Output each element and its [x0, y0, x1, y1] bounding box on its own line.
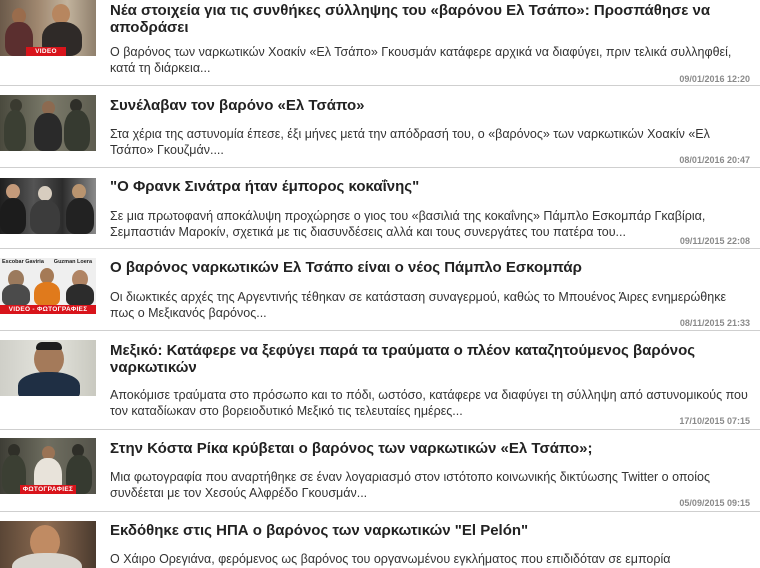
article-date: 08/01/2016 20:47: [679, 155, 750, 165]
list-item: [0, 168, 760, 249]
list-item: [0, 331, 760, 430]
article-date: 09/11/2015 22:08: [679, 236, 750, 246]
article-thumbnail[interactable]: [0, 340, 96, 396]
article-title[interactable]: Νέα στοιχεία για τις συνθήκες σύλληψης του «βαρόνου Ελ Τσάπο»: Προσπάθησε να αποδράσει: [110, 2, 711, 36]
article-thumbnail[interactable]: [0, 521, 96, 568]
article-date: 17/10/2015 07:15: [679, 416, 750, 426]
list-item: [0, 86, 760, 168]
article-title[interactable]: Συνέλαβαν τον βαρόνο «Ελ Τσάπο»: [110, 97, 365, 114]
article-thumbnail[interactable]: [0, 0, 96, 56]
article-thumbnail[interactable]: [0, 95, 96, 151]
article-date: 08/11/2015 21:33: [679, 318, 750, 328]
article-excerpt: Σε μια πρωτοφανή αποκάλυψη προχώρησε ο γιος του «βασιλιά της κοκαΐνης» Πάμπλο Εσκομπάρ Γκαβίρια, Σεμπαστιάν Μαροκίν, σχετικά με τις διασυνδέσεις αλλά και τους συνεργάτες του πατέρα του...: [110, 209, 706, 239]
article-title[interactable]: "Ο Φρανκ Σινάτρα ήταν έμπορος κοκαΐνης": [110, 178, 420, 195]
article-title[interactable]: Ο βαρόνος ναρκωτικών Ελ Τσάπο είναι ο νέος Πάμπλο Εσκομπάρ: [110, 259, 582, 276]
article-thumbnail[interactable]: [0, 258, 96, 314]
list-item: [0, 430, 760, 512]
article-date: 09/01/2016 12:20: [679, 74, 750, 84]
article-excerpt: Οι διωκτικές αρχές της Αργεντινής τέθηκαν σε κατάσταση συναγερμού, καθώς το Μπουένος Άιρες ενημερώθηκε πως ο Μεξικανός βαρόνος...: [110, 290, 727, 320]
article-excerpt: Αποκόμισε τραύματα στο πρόσωπο και το πόδι, ωστόσο, κατάφερε να διαφύγει τη σύλληψη από αστυνομικούς που τον καταδίωκαν στο βορειοδυτικό Μεξικό τις τελευταίες ημέρες...: [110, 388, 748, 418]
video-tag: VIDEO: [26, 47, 66, 56]
photo-tag: ΦΩΤΟΓΡΑΦΙΕΣ: [20, 485, 76, 494]
thumbnail-caption-left: Escobar Gaviria: [2, 259, 44, 265]
list-item: [0, 0, 760, 86]
article-excerpt: Μια φωτογραφία που αναρτήθηκε σε έναν λογαριασμό στον ιστότοπο κοινωνικής δικτύωσης Twitter ο οποίος συνδέεται με τον Χεσούς Αλφρέδο Γκουσμάν...: [110, 470, 711, 500]
article-date: 05/09/2015 09:15: [679, 498, 750, 508]
article-thumbnail[interactable]: [0, 178, 96, 234]
article-thumbnail[interactable]: [0, 438, 96, 494]
article-excerpt: Στα χέρια της αστυνομία έπεσε, έξι μήνες μετά την απόδρασή του, ο «βαρόνος» των ναρκωτικών Χοακίν «Ελ Τσάπο» Γκουζμάν....: [110, 127, 710, 157]
article-excerpt: Ο Χάιρο Ορεγιάνα, φερόμενος ως βαρόνος του οργανωμένου εγκλήματος που επιδιδόταν σε εμπορία: [110, 552, 671, 566]
article-title[interactable]: Εκδόθηκε στις ΗΠΑ ο βαρόνος των ναρκωτικών "El Pelón": [110, 522, 529, 539]
video-tag: VIDEO - ΦΩΤΟΓΡΑΦΙΕΣ: [0, 305, 96, 314]
article-excerpt: Ο βαρόνος των ναρκωτικών Χοακίν «Ελ Τσάπο» Γκουσμάν κατάφερε αρχικά να διαφύγει, πριν τελικά συλληφθεί, κατά τη διάρκεια...: [110, 45, 732, 75]
list-item: [0, 512, 760, 568]
list-item: [0, 249, 760, 331]
article-title[interactable]: Στην Κόστα Ρίκα κρύβεται ο βαρόνος των ναρκωτικών «Ελ Τσάπο»;: [110, 440, 593, 457]
article-title[interactable]: Μεξικό: Κατάφερε να ξεφύγει παρά τα τραύματα ο πλέον καταζητούμενος βαρόνος ναρκωτικών: [110, 342, 696, 376]
thumbnail-caption-right: Guzman Loera: [53, 259, 92, 265]
